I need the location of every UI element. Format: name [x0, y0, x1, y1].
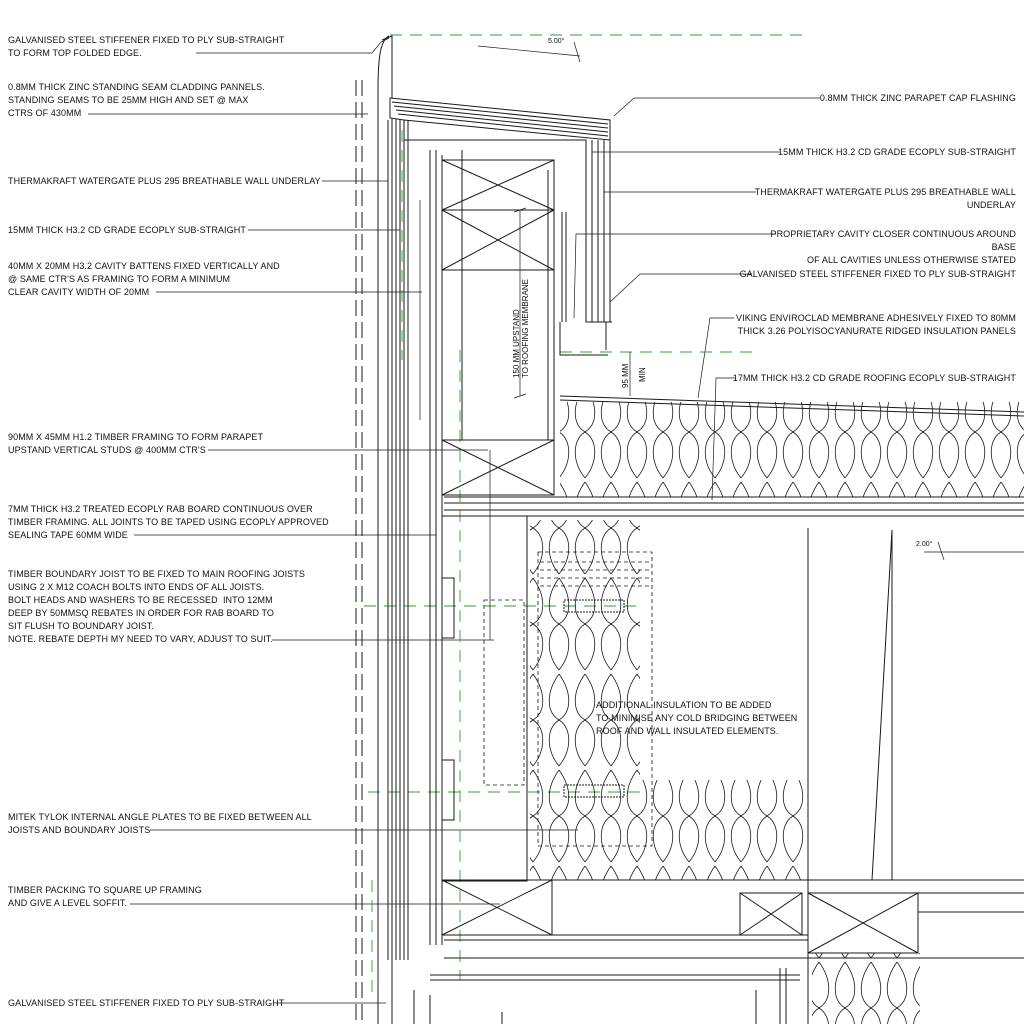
angle-dimension-top: 5.00°	[548, 38, 565, 45]
wall-cladding-layers	[356, 36, 442, 1024]
min-gap-label: MIN	[638, 367, 647, 382]
note-wall-underlay: THERMAKRAFT WATERGATE PLUS 295 BREATHABLE WALL UNDERLAY	[8, 176, 321, 186]
note-cavity-battens: 40MM X 20MM H3.2 CAVITY BATTENS FIXED VERTICALLY AND @ SAME CTR'S AS FRAMING TO FORM A MINIMUM CLEAR CAVITY WIDTH OF 20MM	[8, 261, 280, 297]
angle-dimension-right: 2.00°	[916, 541, 933, 548]
note-timber-framing: 90MM X 45MM H1.2 TIMBER FRAMING TO FORM PARAPET UPSTAND VERTICAL STUDS @ 400MM CTR'S	[8, 432, 264, 455]
note-roofing-ecoply: 17MM THICK H3.2 CD GRADE ROOFING ECOPLY SUB-STRAIGHT	[732, 373, 1016, 383]
note-enviroclad-membrane: VIKING ENVIROCLAD MEMBRANE ADHESIVELY FIXED TO 80MM THICK 3.26 POLYISOCYANURATE RIDGED INSULATION PANELS	[735, 313, 1016, 336]
note-zinc-cladding: 0.8MM THICK ZINC STANDING SEAM CLADDING PANNELS. STANDING SEAMS TO BE 25MM HIGH AND SET @ MAX CTRS OF 430MM	[8, 82, 265, 118]
upstand-dimension: 150 MM UPSTAND TO ROOFING MEMBRANE	[512, 279, 530, 378]
note-cavity-closer: PROPRIETARY CAVITY CLOSER CONTINUOUS AROUND BASE OF ALL CAVITIES UNLESS OTHERWISE STATED	[770, 229, 1016, 265]
boundary-joist-zone	[414, 516, 1024, 1024]
note-mitek-plates: MITEK TYLOK INTERNAL ANGLE PLATES TO BE FIXED BETWEEN ALL JOISTS AND BOUNDARY JOISTS	[8, 812, 312, 835]
note-stiffener-bottom: GALVANISED STEEL STIFFENER FIXED TO PLY SUB-STRAIGHT	[8, 998, 285, 1008]
note-stiffener-top: GALVANISED STEEL STIFFENER FIXED TO PLY SUB-STRAIGHT TO FORM TOP FOLDED EDGE.	[8, 35, 285, 58]
note-boundary-joist: TIMBER BOUNDARY JOIST TO BE FIXED TO MAIN ROOFING JOISTS USING 2 X M12 COACH BOLTS INTO ENDS OF ALL JOISTS. BOLT HEADS AND WASHERS TO BE RECESSED INTO 12MM DEEP BY 50MMSQ REBATES IN ORDER FOR RAB BOARD TO SIT FLUSH TO BOUNDARY JOIST. NOTE. REBATE DEPTH MY NEED TO VARY, ADJUST TO SUIT.	[8, 569, 305, 644]
note-ecoply-left: 15MM THICK H3.2 CD GRADE ECOPLY SUB-STRAIGHT	[8, 225, 246, 235]
note-stiffener-right: GALVANISED STEEL STIFFENER FIXED TO PLY SUB-STRAIGHT	[739, 269, 1016, 279]
note-parapet-flashing: 0.8MM THICK ZINC PARAPET CAP FLASHING	[819, 93, 1016, 103]
dimension-lines	[420, 42, 1024, 640]
note-rab-board: 7MM THICK H3.2 TREATED ECOPLY RAB BOARD CONTINUOUS OVER TIMBER FRAMING. ALL JOINTS TO BE TAPED USING ECOPLY APPROVED SEALING TAPE 60MM WIDE	[8, 504, 329, 540]
note-ecoply-right: 15MM THICK H3.2 CD GRADE ECOPLY SUB-STRAIGHT	[778, 147, 1016, 157]
min-gap-dimension: 95 MM	[621, 363, 630, 388]
parapet-cap	[390, 98, 612, 350]
note-wall-underlay-right: THERMAKRAFT WATERGATE PLUS 295 BREATHABLE WALL UNDERLAY	[754, 187, 1016, 210]
roof-deck	[444, 396, 1024, 516]
note-timber-packing: TIMBER PACKING TO SQUARE UP FRAMING AND GIVE A LEVEL SOFFIT.	[8, 885, 202, 908]
note-additional-insulation: ADDITIONAL INSULATION TO BE ADDED TO MINIMISE ANY COLD BRIDGING BETWEEN ROOF AND WALL INSULATED ELEMENTS.	[596, 700, 798, 736]
